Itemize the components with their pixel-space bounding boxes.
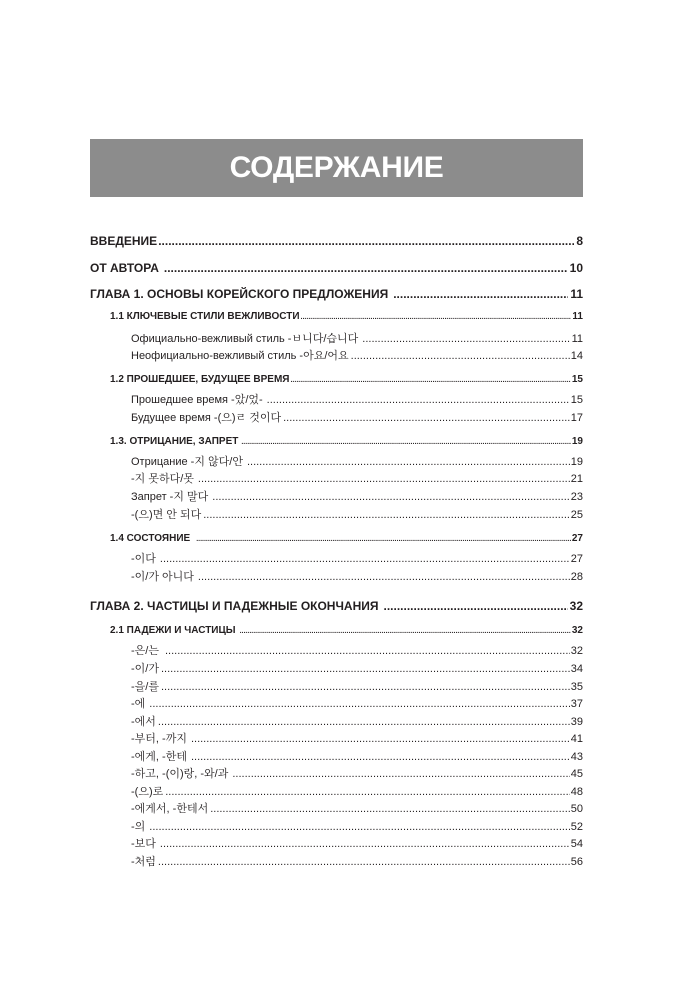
toc-item-page: 48 (570, 786, 583, 798)
dot-leader (196, 534, 571, 546)
toc-item-entry (131, 750, 583, 764)
toc-item-page: 56 (570, 856, 583, 868)
toc-item-title: -처럼 (131, 856, 156, 868)
toc-item-page: 25 (570, 509, 583, 521)
dot-leader (362, 332, 570, 346)
toc-item-page: 14 (570, 350, 583, 362)
dot-leader (158, 234, 574, 248)
dot-leader (158, 855, 570, 869)
dot-leader (198, 472, 570, 486)
toc-entry-page: 8 (576, 234, 583, 248)
dot-leader (240, 626, 571, 638)
toc-section-page: 32 (571, 625, 583, 636)
dot-leader (164, 261, 568, 275)
dot-leader (241, 437, 571, 449)
dot-leader (283, 411, 570, 425)
toc-item-title: -을/를 (131, 681, 159, 693)
dot-leader (161, 662, 570, 676)
toc-item-page: 39 (570, 716, 583, 728)
toc-item-entry (131, 411, 583, 425)
toc-section-page: 19 (571, 436, 583, 447)
toc-chapter-title: ГЛАВА 1. ОСНОВЫ КОРЕЙСКОГО ПРЕДЛОЖЕНИЯ (90, 287, 389, 301)
toc-item-title: -의 (131, 821, 146, 833)
toc-item-title: Прошедшее время -았/었- (131, 394, 263, 406)
toc-item-entry (131, 472, 583, 486)
toc-item-entry (131, 552, 583, 566)
toc-item-title: -보다 (131, 838, 156, 850)
toc-item-title: Неофициально-вежливый стиль -아요/어요 (131, 350, 349, 362)
toc-chapter-page: 11 (570, 287, 583, 301)
toc-item-page: 34 (570, 663, 583, 675)
toc-item-page: 11 (571, 333, 583, 345)
toc-item-page: 28 (570, 571, 583, 583)
toc-item-entry (131, 662, 583, 676)
dot-leader (301, 312, 572, 324)
toc-item-entry (131, 393, 583, 407)
dot-leader (161, 680, 570, 694)
toc-item-title: -에게서, -한테서 (131, 803, 209, 815)
dot-leader (160, 552, 570, 566)
toc-section-page: 15 (571, 374, 583, 385)
toc-section-title: 1.2 ПРОШЕДШЕЕ, БУДУЩЕЕ ВРЕМЯ (110, 374, 290, 385)
toc-item-entry (131, 644, 583, 658)
toc-item-page: 21 (570, 473, 583, 485)
contents-header-banner (90, 139, 583, 197)
toc-item-entry (131, 837, 583, 851)
toc-section-entry (110, 625, 583, 638)
dot-leader (351, 349, 570, 363)
toc-item-title: -하고, -(이)랑, -와/과 (131, 768, 229, 780)
toc-section-title: 1.3. ОТРИЦАНИЕ, ЗАПРЕТ (110, 436, 239, 447)
toc-section-page: 11 (572, 311, 583, 322)
toc-item-entry (131, 767, 583, 781)
dot-leader (384, 599, 568, 613)
toc-section-title: 1.4 СОСТОЯНИЕ (110, 533, 191, 544)
toc-section-entry (110, 374, 583, 387)
toc-item-title: -지 못하다/못 (131, 473, 194, 485)
toc-item-entry (131, 785, 583, 799)
toc-entry-from-author (90, 261, 583, 275)
toc-item-title: -은/는 (131, 645, 159, 657)
dot-leader (198, 570, 570, 584)
toc-item-entry (131, 855, 583, 869)
toc-item-entry (131, 697, 583, 711)
toc-entry-title: ОТ АВТОРА (90, 261, 159, 275)
toc-item-page: 37 (570, 698, 583, 710)
toc-section-entry (110, 436, 583, 449)
dot-leader (210, 802, 570, 816)
toc-item-entry (131, 715, 583, 729)
toc-item-page: 50 (570, 803, 583, 815)
toc-item-page: 54 (570, 838, 583, 850)
toc-chapter-entry (90, 599, 583, 613)
dot-leader (160, 837, 570, 851)
dot-leader (247, 455, 570, 469)
toc-item-title: -부터, -까지 (131, 733, 187, 745)
toc-item-page: 41 (570, 733, 583, 745)
toc-item-title: Запрет -지 말다 (131, 491, 209, 503)
dot-leader (149, 697, 569, 711)
toc-item-page: 45 (570, 768, 583, 780)
page-title: СОДЕРЖАНИЕ (229, 151, 444, 184)
toc-item-title: -이/가 (131, 663, 159, 675)
toc-item-entry (131, 680, 583, 694)
dot-leader (232, 767, 569, 781)
dot-leader (212, 490, 569, 504)
toc-item-title: -에서 (131, 716, 156, 728)
toc-item-entry (131, 455, 583, 469)
dot-leader (191, 750, 570, 764)
toc-item-page: 19 (570, 456, 583, 468)
dot-leader (290, 375, 570, 387)
toc-section-title: 1.1 КЛЮЧЕВЫЕ СТИЛИ ВЕЖЛИВОСТИ (110, 311, 300, 322)
toc-item-page: 15 (570, 394, 583, 406)
toc-chapter-title: ГЛАВА 2. ЧАСТИЦЫ И ПАДЕЖНЫЕ ОКОНЧАНИЯ (90, 599, 379, 613)
toc-item-entry (131, 332, 583, 346)
toc-item-entry (131, 732, 583, 746)
dot-leader (203, 508, 570, 522)
toc-item-title: -이/가 아니다 (131, 571, 194, 583)
dot-leader (165, 644, 570, 658)
toc-item-title: Отрицание -지 않다/안 (131, 456, 243, 468)
toc-item-title: Будущее время -(으)ㄹ 것이다 (131, 412, 282, 424)
dot-leader (158, 715, 570, 729)
toc-item-entry (131, 802, 583, 816)
toc-item-title: Официально-вежливый стиль -ㅂ니다/습니다 (131, 333, 359, 345)
toc-section-page: 27 (571, 533, 583, 544)
toc-item-title: -에게, -한테 (131, 751, 187, 763)
toc-section-title: 2.1 ПАДЕЖИ И ЧАСТИЦЫ (110, 625, 236, 636)
dot-leader (267, 393, 570, 407)
toc-item-title: -(으)면 안 되다 (131, 509, 202, 521)
toc-item-title: -(으)로 (131, 786, 164, 798)
toc-chapter-entry (90, 287, 583, 301)
toc-chapter-page: 32 (569, 599, 583, 613)
toc-item-entry (131, 490, 583, 504)
toc-item-entry (131, 349, 583, 363)
toc-item-entry (131, 820, 583, 834)
toc-item-page: 43 (570, 751, 583, 763)
toc-item-page: 52 (570, 821, 583, 833)
toc-section-entry (110, 533, 583, 546)
toc-item-entry (131, 508, 583, 522)
toc-entry-introduction (90, 234, 583, 248)
toc-entry-page: 10 (569, 261, 583, 275)
toc-item-title: -이다 (131, 553, 156, 565)
dot-leader (393, 287, 568, 301)
toc-item-page: 23 (570, 491, 583, 503)
dot-leader (165, 785, 570, 799)
toc-item-page: 17 (570, 412, 583, 424)
toc-item-page: 27 (570, 553, 583, 565)
toc-section-entry (110, 311, 583, 324)
toc-item-page: 32 (570, 645, 583, 657)
toc-entry-title: ВВЕДЕНИЕ (90, 234, 158, 248)
dot-leader (149, 820, 569, 834)
dot-leader (191, 732, 570, 746)
toc-item-title: -에 (131, 698, 146, 710)
toc-item-entry (131, 570, 583, 584)
toc-item-page: 35 (570, 681, 583, 693)
